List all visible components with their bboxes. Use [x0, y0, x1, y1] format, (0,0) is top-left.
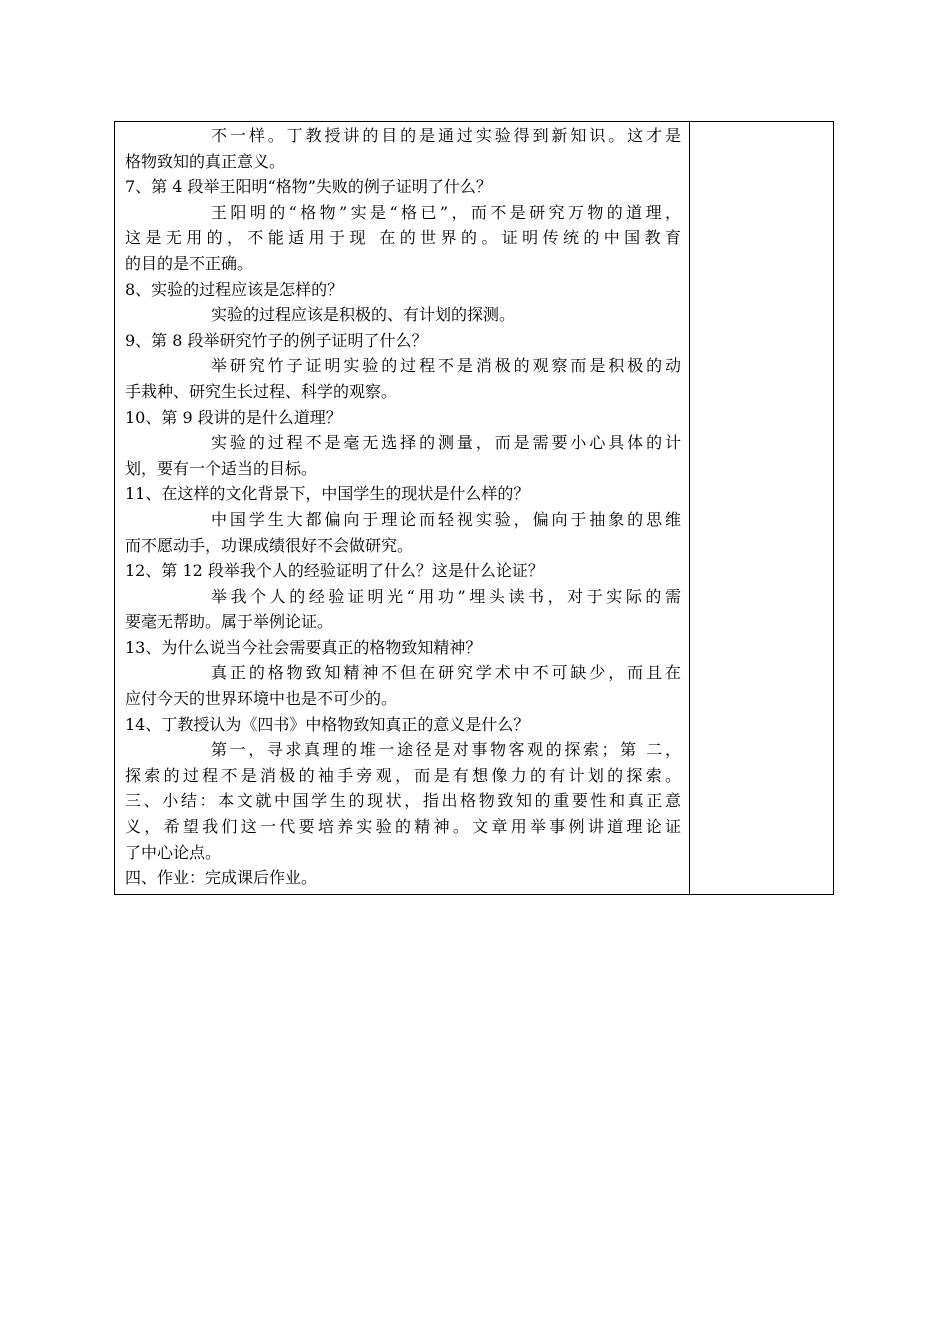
- document-table: [114, 121, 834, 895]
- answer-line: 的目的是不正确。: [125, 253, 254, 273]
- answer-line: 手栽种、研究生长过程、科学的观察。: [125, 381, 398, 401]
- answer-line: 实验的过程不是毫无选择的测量，而是需要小心具体的计: [211, 433, 681, 453]
- summary-line: 了中心论点。: [125, 842, 222, 862]
- question-line: 7、第 4 段举王阳明“格物”失败的例子证明了什么？: [125, 177, 492, 197]
- content-column: [115, 122, 690, 894]
- question-line: 13、为什么说当今社会需要真正的格物致知精神？: [125, 637, 482, 657]
- answer-line: 中国学生大都偏向于理论而轻视实验，偏向于抽象的思维: [211, 509, 681, 529]
- question-line: 8、实验的过程应该是怎样的？: [125, 279, 344, 299]
- answer-line: 这是无用的，不能适用于现 在的世界的。证明传统的中国教育: [125, 228, 681, 248]
- answer-line: 真正的格物致知精神不但在研究学术中不可缺少，而且在: [211, 663, 681, 683]
- question-line: 14、丁教授认为《四书》中格物致知真正的意义是什么？: [125, 714, 530, 734]
- answer-line: 探索的过程不是消极的袖手旁观，而是有想像力的有计划的探索。: [125, 765, 681, 785]
- answer-line: 实验的过程应该是积极的、有计划的探测。: [211, 305, 516, 325]
- question-line: 9、第 8 段举研究竹子的例子证明了什么？: [125, 330, 428, 350]
- answer-line: 应付今天的世界环境中也是不可少的。: [125, 689, 398, 709]
- question-line: 10、第 9 段讲的是什么道理？: [125, 407, 342, 427]
- question-line: 11、在这样的文化背景下，中国学生的现状是什么样的？: [125, 484, 530, 504]
- text-line: 不一样。丁教授讲的目的是通过实验得到新知识。这才是: [211, 126, 681, 145]
- answer-line: 要毫无帮助。属于举例论证。: [125, 612, 334, 632]
- summary-line: 义，希望我们这一代要培养实验的精神。文章用举事例讲道理论证: [125, 817, 681, 837]
- answer-line: 第一，寻求真理的堆一途径是对事物客观的探索；第 二，: [211, 740, 681, 760]
- question-line: 12、第 12 段举我个人的经验证明了什么？这是什么论证？: [125, 561, 544, 581]
- text-line: 格物致知的真正意义。: [125, 151, 286, 171]
- answer-line: 而不愿动手，功课成绩很好不会做研究。: [125, 535, 414, 555]
- answer-line: 划，要有一个适当的目标。: [125, 458, 318, 478]
- summary-line: 三、小结：本文就中国学生的现状，指出格物致知的重要性和真正意: [125, 791, 681, 811]
- homework-line: 四、作业：完成课后作业。: [125, 868, 318, 888]
- notes-column: [690, 122, 833, 894]
- answer-line: 王阳明的“格物”实是“格已”，而不是研究万物的道理，: [211, 202, 681, 222]
- answer-line: 举研究竹子证明实验的过程不是消极的观察而是积极的动: [211, 356, 681, 376]
- answer-line: 举我个人的经验证明光“用功”埋头读书，对于实际的需: [211, 586, 681, 606]
